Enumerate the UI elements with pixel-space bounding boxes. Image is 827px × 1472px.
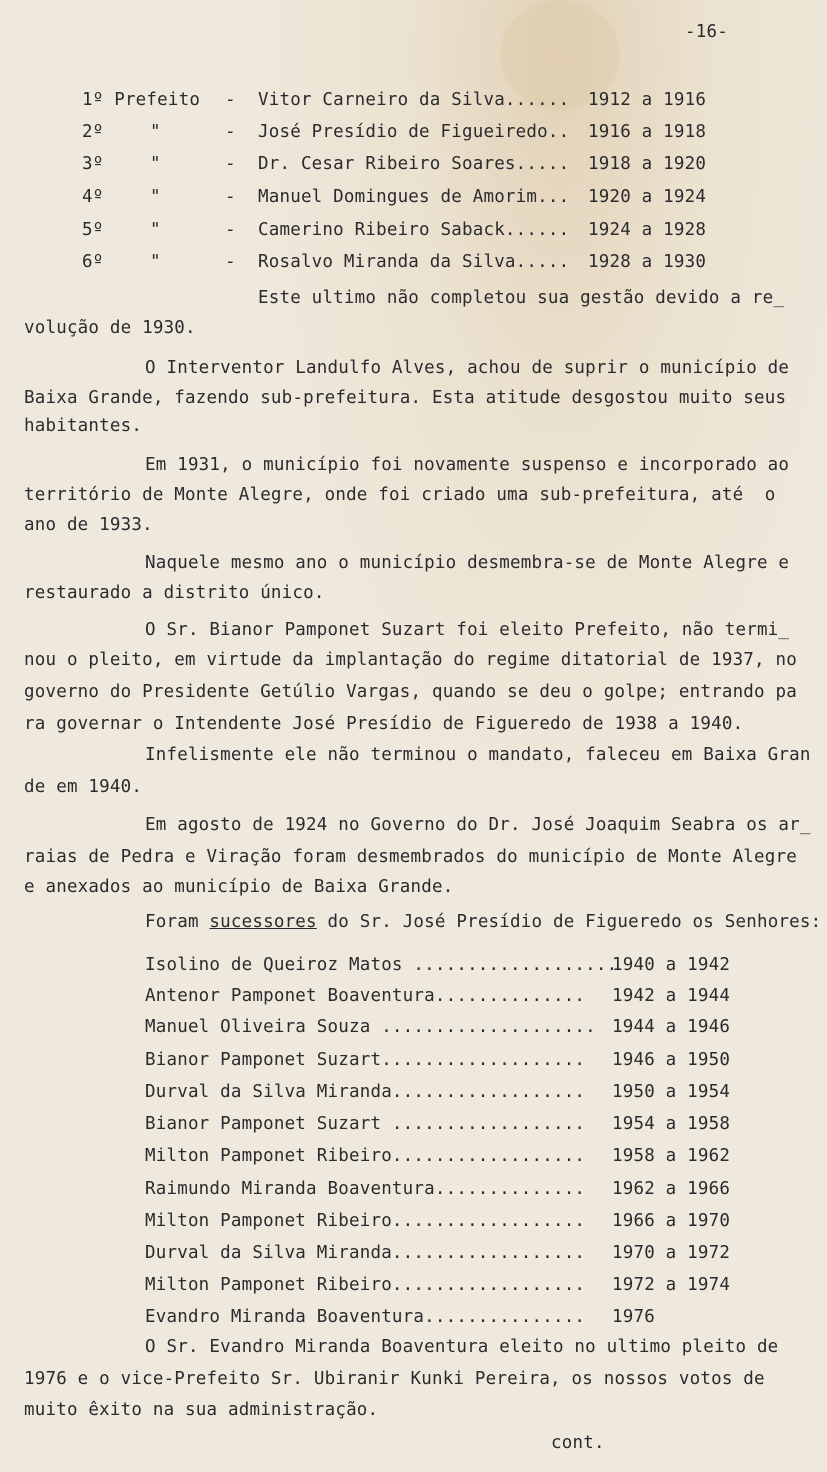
prefeito-years: 1918 a 1920: [588, 154, 707, 174]
successor-years: 1976: [612, 1307, 655, 1327]
text-line: 1976 e o vice-Prefeito Sr. Ubiranir Kunki Pereira, os nossos votos de: [24, 1369, 765, 1389]
successor-name: Milton Pamponet Ribeiro..................: [145, 1275, 586, 1295]
successor-name: Antenor Pamponet Boaventura..............: [145, 986, 586, 1006]
successor-years: 1950 a 1954: [612, 1082, 731, 1102]
text-line: Baixa Grande, fazendo sub-prefeitura. Esta atitude desgostou muito seus: [24, 388, 787, 408]
continued-note: cont.: [551, 1433, 605, 1453]
text-line: e anexados ao município de Baixa Grande.: [24, 877, 454, 897]
prefeito-name: Camerino Ribeiro Saback......: [258, 220, 570, 240]
text-line: O Sr. Evandro Miranda Boaventura eleito no ultimo pleito de: [145, 1337, 779, 1357]
prefeito-years: 1916 a 1918: [588, 122, 707, 142]
prefeito-name: Manuel Domingues de Amorim...: [258, 187, 570, 207]
text-line: volução de 1930.: [24, 318, 196, 338]
text-line: raias de Pedra e Viração foram desmembrados do município de Monte Alegre: [24, 847, 797, 867]
successor-years: 1954 a 1958: [612, 1114, 731, 1134]
text-line: ra governar o Intendente José Presídio de Figueredo de 1938 a 1940.: [24, 714, 744, 734]
text-line: Infelismente ele não terminou o mandato, faleceu em Baixa Gran: [145, 745, 811, 765]
prefeito-ordinal: 6º: [82, 252, 104, 272]
text-line: habitantes.: [24, 416, 143, 436]
successor-name: Bianor Pamponet Suzart...................: [145, 1050, 586, 1070]
successor-name: Evandro Miranda Boaventura...............: [145, 1307, 586, 1327]
prefeito-ditto: ": [150, 220, 161, 240]
text-line: O Interventor Landulfo Alves, achou de suprir o município de: [145, 358, 790, 378]
text-line: restaurado a distrito único.: [24, 583, 325, 603]
text-line: governo do Presidente Getúlio Vargas, quando se deu o golpe; entrando pa: [24, 682, 797, 702]
successor-name: Milton Pamponet Ribeiro..................: [145, 1211, 586, 1231]
intro-after: do Sr. José Presídio de Figueredo os Senhores:: [316, 912, 822, 932]
prefeito-ditto: ": [150, 122, 161, 142]
prefeito-name: Rosalvo Miranda da Silva.....: [258, 252, 570, 272]
prefeito-name: José Presídio de Figueiredo..: [258, 122, 570, 142]
successor-name: Isolino de Queiroz Matos ...................: [145, 955, 618, 975]
successor-name: Milton Pamponet Ribeiro..................: [145, 1146, 586, 1166]
prefeito-ordinal: 1º Prefeito: [82, 90, 201, 110]
text-line: de em 1940.: [24, 777, 143, 797]
prefeito-ordinal: 5º: [82, 220, 104, 240]
prefeito-years: 1928 a 1930: [588, 252, 707, 272]
successor-years: 1940 a 1942: [612, 955, 731, 975]
successor-years: 1944 a 1946: [612, 1017, 731, 1037]
prefeito-ordinal: 3º: [82, 154, 104, 174]
successor-years: 1942 a 1944: [612, 986, 731, 1006]
text-line: nou o pleito, em virtude da implantação do regime ditatorial de 1937, no: [24, 650, 797, 670]
prefeito-dash: -: [225, 220, 236, 240]
intro-before: Foram: [145, 912, 210, 932]
successor-years: 1958 a 1962: [612, 1146, 731, 1166]
prefeito-years: 1920 a 1924: [588, 187, 707, 207]
prefeito-years: 1924 a 1928: [588, 220, 707, 240]
successor-years: 1966 a 1970: [612, 1211, 731, 1231]
prefeito-dash: -: [225, 187, 236, 207]
successor-name: Manuel Oliveira Souza ....................: [145, 1017, 596, 1037]
successor-name: Durval da Silva Miranda..................: [145, 1243, 586, 1263]
successor-years: 1962 a 1966: [612, 1179, 731, 1199]
successor-name: Durval da Silva Miranda..................: [145, 1082, 586, 1102]
prefeito-name: Dr. Cesar Ribeiro Soares.....: [258, 154, 570, 174]
prefeito-dash: -: [225, 90, 236, 110]
prefeito-name: Vitor Carneiro da Silva......: [258, 90, 570, 110]
prefeito-dash: -: [225, 252, 236, 272]
prefeito-ditto: ": [150, 252, 161, 272]
text-line: muito êxito na sua administração.: [24, 1400, 379, 1420]
successor-name: Raimundo Miranda Boaventura..............: [145, 1179, 586, 1199]
intro-underlined: sucessores: [209, 912, 317, 932]
successor-years: 1970 a 1972: [612, 1243, 731, 1263]
text-line: território de Monte Alegre, onde foi criado uma sub-prefeitura, até o: [24, 485, 776, 505]
prefeito-dash: -: [225, 154, 236, 174]
text-line: Em agosto de 1924 no Governo do Dr. José Joaquim Seabra os ar_: [145, 815, 811, 835]
prefeito-dash: -: [225, 122, 236, 142]
prefeito-ditto: ": [150, 187, 161, 207]
page-number: -16-: [685, 22, 728, 42]
successors-intro: [145, 912, 821, 932]
text-line: O Sr. Bianor Pamponet Suzart foi eleito Prefeito, não termi_: [145, 620, 790, 640]
successor-name: Bianor Pamponet Suzart ..................: [145, 1114, 586, 1134]
prefeito-ditto: ": [150, 154, 161, 174]
prefeito-ordinal: 2º: [82, 122, 104, 142]
text-line: Naquele mesmo ano o município desmembra-se de Monte Alegre e: [145, 553, 790, 573]
prefeito-ordinal: 4º: [82, 187, 104, 207]
text-line: ano de 1933.: [24, 515, 153, 535]
successor-years: 1972 a 1974: [612, 1275, 731, 1295]
text-line: Este ultimo não completou sua gestão devido a re_: [258, 288, 785, 308]
text-line: Em 1931, o município foi novamente suspenso e incorporado ao: [145, 455, 790, 475]
successor-years: 1946 a 1950: [612, 1050, 731, 1070]
prefeito-years: 1912 a 1916: [588, 90, 707, 110]
